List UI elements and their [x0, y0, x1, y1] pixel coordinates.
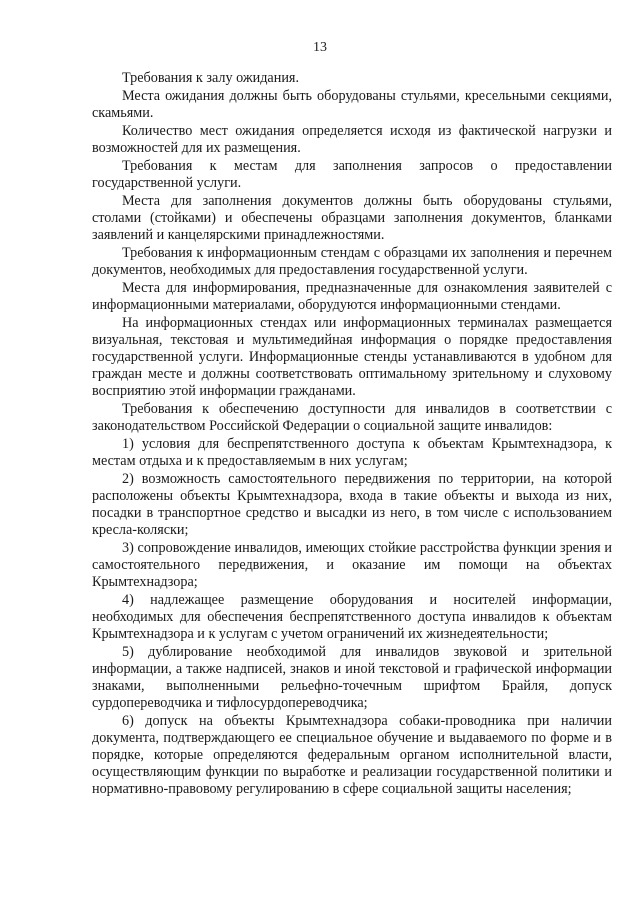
paragraph-request-places-heading: Требования к местам для заполнения запросов о предоставлении государственной услуги. [92, 158, 612, 191]
list-item-5: 5) дублирование необходимой для инвалидов звуковой и зрительной информации, а также надписей, знаков и иной текстовой и графической информации знаками, выполненными рельефно-точечным шрифтом Брайля, допуск сурдопереводчика и тифлосурдопереводчика; [92, 644, 612, 711]
paragraph-seat-count: Количество мест ожидания определяется исходя из фактической нагрузки и возможностей для их размещения. [92, 123, 612, 156]
list-item-3: 3) сопровождение инвалидов, имеющих стойкие расстройства функции зрения и самостоятельного передвижения, и оказание им помощи на объектах Крымтехнадзора; [92, 540, 612, 590]
paragraph-waiting-seats: Места ожидания должны быть оборудованы стульями, кресельными секциями, скамьями. [92, 88, 612, 121]
paragraph-informing-places: Места для информирования, предназначенные для ознакомления заявителей с информационными материалами, оборудуются информационными стендами. [92, 280, 612, 313]
list-item-4: 4) надлежащее размещение оборудования и носителей информации, необходимых для обеспечения беспрепятственного доступа инвалидов к объектам Крымтехнадзора и к услугам с учетом ограничений их жизнедеятельности; [92, 592, 612, 642]
list-item-2: 2) возможность самостоятельного передвижения по территории, на которой расположены объекты Крымтехнадзора, входа в такие объекты и выхода из них, посадки в транспортное средство и высадки из него, в том числе с использованием кресла-коляски; [92, 471, 612, 538]
document-body [92, 70, 612, 799]
page-number: 13 [313, 40, 327, 55]
paragraph-info-stands-content: На информационных стендах или информационных терминалах размещается визуальная, текстовая и мультимедийная информация о порядке предоставления государственной услуги. Информационные стенды устанавливаются в удобном для граждан месте и должны соответствовать оптимальному зрительному и слуховому восприятию этой информации гражданами. [92, 315, 612, 399]
list-item-1: 1) условия для беспрепятственного доступа к объектам Крымтехнадзора, к местам отдыха и к предоставляемым в них услугам; [92, 436, 612, 469]
paragraph-accessibility-heading: Требования к обеспечению доступности для инвалидов в соответствии с законодательством Российской Федерации о социальной защите инвалидов: [92, 401, 612, 434]
paragraph-info-stands-heading: Требования к информационным стендам с образцами их заполнения и перечнем документов, необходимых для предоставления государственной услуги. [92, 245, 612, 278]
paragraph-waiting-hall-heading: Требования к залу ожидания. [122, 70, 299, 86]
paragraph-document-filling-places: Места для заполнения документов должны быть оборудованы стульями, столами (стойками) и обеспечены образцами заполнения документов, бланками заявлений и канцелярскими принадлежностями. [92, 193, 612, 243]
list-item-6: 6) допуск на объекты Крымтехнадзора собаки-проводника при наличии документа, подтверждающего ее специальное обучение и выдаваемого по форме и в порядке, которые определяются федеральным органом исполнительной власти, осуществляющим функции по выработке и реализации государственной политики и нормативно-правовому регулированию в сфере социальной защиты населения; [92, 713, 612, 797]
